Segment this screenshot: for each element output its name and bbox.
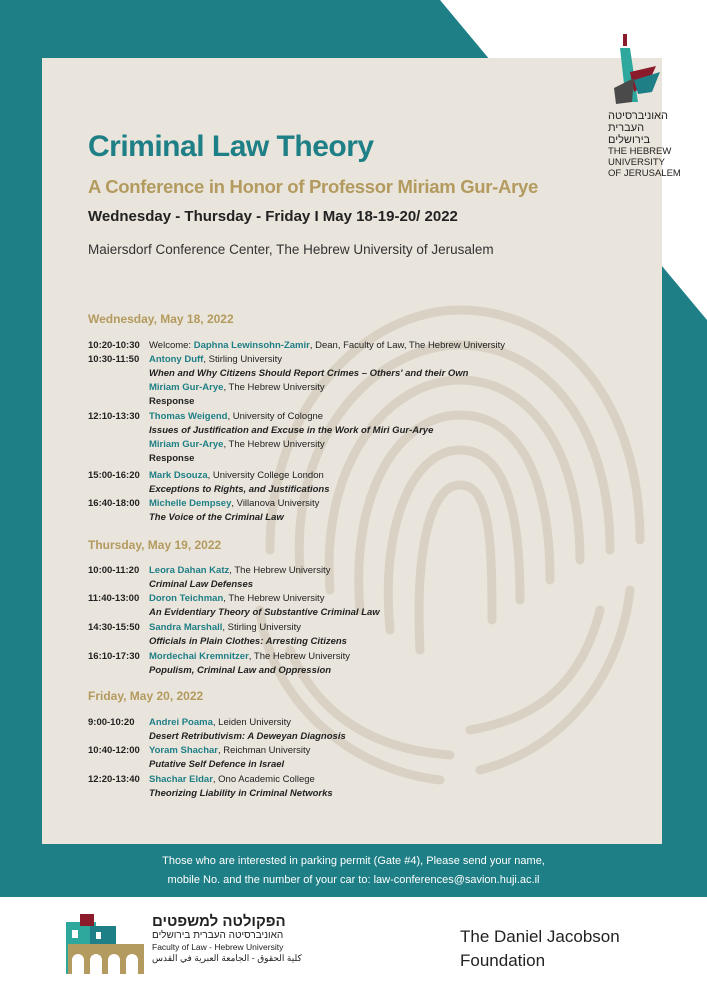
talk-title: Populism, Criminal Law and Oppression: [149, 665, 332, 676]
session-time: 16:40-18:00: [88, 498, 140, 509]
session-time: 10:40-12:00: [88, 745, 140, 756]
speaker-affiliation: , Dean, Faculty of Law, The Hebrew University: [309, 340, 506, 351]
foundation-name-line-2: Foundation: [460, 951, 546, 970]
session-time: 10:00-11:20: [88, 565, 140, 576]
speaker-affiliation: , The Hebrew University: [229, 565, 331, 576]
talk-title: Desert Retributivism: A Deweyan Diagnosis: [149, 731, 346, 742]
foundation-name: [460, 925, 620, 973]
session-time: 9:00-10:20: [88, 717, 135, 728]
talk-title: Putative Self Defence in Israel: [149, 759, 285, 770]
faculty-of-law-name: [152, 914, 302, 964]
conference-dates: Wednesday - Thursday - Friday I May 18-19-20/ 2022: [88, 208, 458, 225]
speaker-affiliation: , The Hebrew University: [248, 651, 350, 662]
session-time: 10:20-10:30: [88, 340, 140, 351]
day-heading-friday: Friday, May 20, 2022: [88, 689, 204, 703]
speaker-affiliation: , University of Cologne: [227, 411, 324, 422]
respondent-affiliation: , The Hebrew University: [223, 382, 325, 393]
law-name-he-2: האוניברסיטה העברית בירושלים: [152, 930, 284, 941]
university-name-en-3: OF JERUSALEM: [608, 168, 681, 179]
respondent-affiliation: , The Hebrew University: [223, 439, 325, 450]
talk-title: Issues of Justification and Excuse in the Work of Miri Gur-Arye: [149, 425, 434, 436]
speaker-affiliation: , Ono Academic College: [212, 774, 315, 785]
speaker-name: Shachar Eldar: [149, 774, 213, 785]
respondent-name: Miriam Gur-Arye: [149, 382, 224, 393]
session-time: 14:30-15:50: [88, 622, 140, 633]
university-name-he-1: האוניברסיטה: [608, 110, 669, 122]
speaker-name: Leora Dahan Katz: [149, 565, 230, 576]
speaker-affiliation: , Stirling University: [203, 354, 283, 365]
session-time: 16:10-17:30: [88, 651, 140, 662]
law-name-ar: كلية الحقوق - الجامعة العبرية في القدس: [152, 953, 302, 963]
foundation-name-line-1: The Daniel Jacobson: [460, 927, 620, 946]
university-name-he-3: בירושלים: [608, 134, 651, 146]
response-label: Response: [149, 396, 195, 407]
talk-title: Officials in Plain Clothes: Arresting Citizens: [149, 636, 347, 647]
parking-note: [0, 852, 707, 890]
law-name-he-1: הפקולטה למשפטים: [152, 913, 286, 930]
speaker-name: Andrei Poama: [149, 717, 213, 728]
university-name: [608, 110, 707, 179]
speaker-affiliation: , The Hebrew University: [223, 593, 325, 604]
hebrew-university-logo: [612, 32, 662, 106]
university-name-en-1: THE HEBREW: [608, 146, 672, 157]
page-title: Criminal Law Theory: [88, 130, 374, 163]
day-heading-wednesday: Wednesday, May 18, 2022: [88, 312, 234, 326]
university-name-en-2: UNIVERSITY: [608, 157, 666, 168]
university-name-he-2: העברית: [608, 122, 645, 134]
speaker-name: Sandra Marshall: [149, 622, 223, 633]
speaker-name: Mordechai Kremnitzer: [149, 651, 249, 662]
session-prefix: Welcome:: [149, 340, 194, 351]
conference-venue: Maiersdorf Conference Center, The Hebrew University of Jerusalem: [88, 242, 494, 257]
speaker-name: Antony Duff: [149, 354, 204, 365]
speaker-name: Michelle Dempsey: [149, 498, 232, 509]
page-subtitle: A Conference in Honor of Professor Miriam Gur-Arye: [88, 176, 538, 197]
response-label: Response: [149, 453, 195, 464]
talk-title: The Voice of the Criminal Law: [149, 512, 284, 523]
speaker-name: Thomas Weigend: [149, 411, 228, 422]
talk-title: Exceptions to Rights, and Justifications: [149, 484, 330, 495]
session-time: 10:30-11:50: [88, 354, 140, 365]
talk-title: Theorizing Liability in Criminal Networks: [149, 788, 333, 799]
parking-note-line-1: Those who are interested in parking permit (Gate #4), Please send your name,: [162, 855, 545, 867]
session-time: 12:10-13:30: [88, 411, 140, 422]
speaker-affiliation: , Leiden University: [212, 717, 292, 728]
day-heading-thursday: Thursday, May 19, 2022: [88, 538, 222, 552]
law-name-en: Faculty of Law - Hebrew University: [152, 942, 284, 952]
talk-title: Criminal Law Defenses: [149, 579, 254, 590]
speaker-name: Daphna Lewinsohn-Zamir: [193, 340, 310, 351]
session-time: 15:00-16:20: [88, 470, 140, 481]
respondent-name: Miriam Gur-Arye: [149, 439, 224, 450]
talk-title: An Evidentiary Theory of Substantive Criminal Law: [149, 607, 380, 618]
speaker-affiliation: , Reichman University: [218, 745, 311, 756]
faculty-of-law-logo: [66, 912, 146, 974]
speaker-name: Doron Teichman: [149, 593, 224, 604]
speaker-affiliation: , Stirling University: [222, 622, 302, 633]
session-time: 12:20-13:40: [88, 774, 140, 785]
speaker-name: Mark Dsouza: [149, 470, 208, 481]
speaker-name: Yoram Shachar: [149, 745, 218, 756]
speaker-affiliation: , University College London: [207, 470, 324, 481]
speaker-affiliation: , Villanova University: [231, 498, 320, 509]
parking-note-line-2[interactable]: mobile No. and the number of your car to: law-conferences@savion.huji.ac.il: [167, 874, 540, 886]
session-time: 11:40-13:00: [88, 593, 140, 604]
talk-title: When and Why Citizens Should Report Crimes – Others' and their Own: [149, 368, 469, 379]
